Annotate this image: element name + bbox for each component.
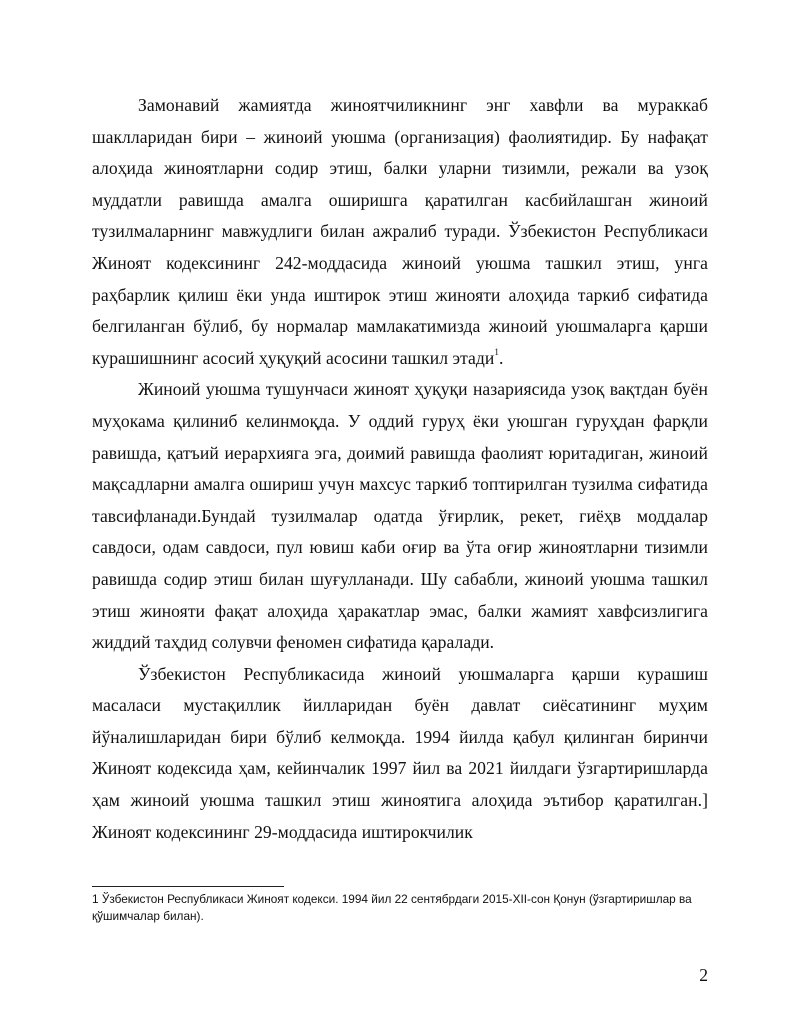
page-number: 2 (699, 965, 708, 985)
footnote-reference[interactable]: 1 (494, 346, 499, 357)
paragraph-1-tail: . (498, 347, 504, 368)
paragraph-2-text: Жиноий уюшма тушунчаси жиноят ҳуқуқи назариясида узоқ вақтдан буён муҳокама қилиниб келинмоқда. У оддий гуруҳ ёки уюшган гуруҳдан фарқли равишда, қатъий иерархияга эга, доимий равишда фаолият юритадиган, жиноий мақсадларни амалга ошириш учун махсус таркиб топтирилган тузилма сифатида тавсифланади.Бундай тузилмалар одатда ўғирлик, рекет, гиёҳв моддалар савдоси, одам савдоси, пул ювиш каби оғир ва ўта оғир жиноятларни тизимли равишда содир этиш билан шуғулланади. Шу сабабли, жиноий уюшма ташкил этиш жинояти фақат алоҳида ҳаракатлар эмас, балки жамият хавфсизлигига жиддий таҳдид солувчи феномен сифатида қаралади. (92, 379, 708, 653)
paragraph-3 (92, 659, 708, 849)
document-body (92, 90, 708, 848)
paragraph-1 (92, 90, 708, 374)
footnote: 1 Ўзбекистон Республикаси Жиноят кодекси. 1994 йил 22 сентябрдаги 2015-XII-сон Қонун (ўзгартиришлар ва қўшимчалар билан). (92, 892, 692, 923)
paragraph-2 (92, 374, 708, 658)
footnote-separator (92, 886, 284, 887)
paragraph-3-text: Ўзбекистон Республикасида жиноий уюшмаларга қарши курашиш масаласи мустақиллик йилларидан буён давлат сиёсатининг муҳим йўналишларидан бири бўлиб келмоқда. 1994 йилда қабул қилинган биринчи Жиноят кодексида ҳам, кейинчалик 1997 йил ва 2021 йилдаги ўзгартиришларда ҳам жиноий уюшма ташкил этиш жиноятига алоҳида эътибор қаратилган.] Жиноят кодексининг 29-моддасида иштирокчилик (92, 663, 708, 842)
paragraph-1-text: Замонавий жамиятда жиноятчиликнинг энг хавфли ва мураккаб шаклларидан бири – жиноий уюшма (организация) фаолиятидир. Бу нафақат алоҳида жиноятларни содир этиш, балки уларни тизимли, режали ва узоқ муддатли равишда амалга оширишга қаратилган касбийлашган жиноий тузилмаларнинг мавжудлиги билан ажралиб туради. Ўзбекистон Республикаси Жиноят кодексининг 242-моддасида жиноий уюшма ташкил этиш, унга раҳбарлик қилиш ёки унда иштирок этиш жинояти алоҳида таркиб сифатида белгиланган бўлиб, бу нормалар мамлакатимизда жиноий уюшмаларга қарши курашишнинг асосий ҳуқуқий асосини ташкил этади (92, 95, 708, 368)
